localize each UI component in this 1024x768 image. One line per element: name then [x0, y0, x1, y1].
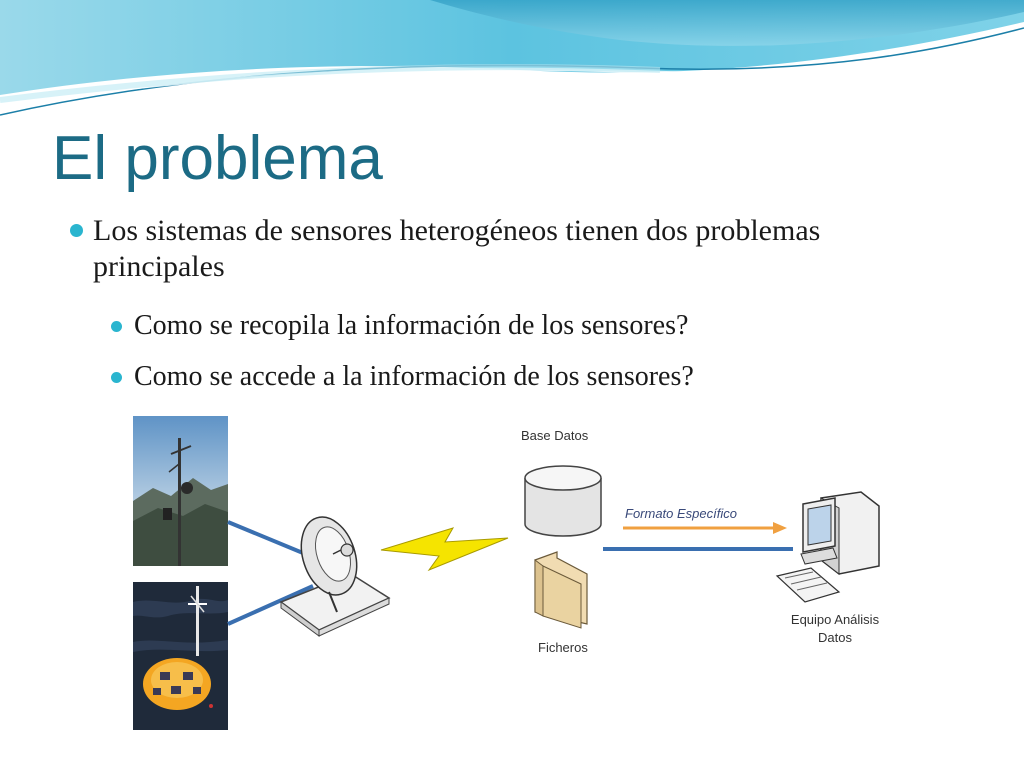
sub-bullet-collect: Como se recopila la información de los sensores?: [134, 310, 689, 341]
sub-bullet-dot: [111, 321, 122, 332]
lightning-icon: [381, 528, 508, 570]
equipment-label-line1: Equipo Análisis: [790, 612, 880, 627]
sub-bullet-dot: [111, 372, 122, 383]
header-wave-decoration: [0, 0, 1024, 125]
slide-title: El problema: [52, 124, 383, 193]
diagram-graphics: [133, 416, 891, 730]
antenna-icon: [281, 510, 389, 636]
database-label: Base Datos: [521, 428, 589, 443]
files-label: Ficheros: [538, 640, 588, 655]
database-icon: [525, 466, 601, 536]
bullet-dot: [70, 224, 83, 237]
bullet-main: Los sistemas de sensores heterogéneos tienen dos problemas principales: [93, 214, 821, 283]
sensor-diagram: [133, 416, 891, 730]
equipment-label-line2: Datos: [818, 630, 852, 645]
format-label: Formato Específico: [625, 506, 737, 521]
folder-icon: [535, 552, 587, 628]
format-arrowhead: [773, 522, 787, 534]
sub-bullet-access: Como se accede a la información de los sensores?: [134, 361, 694, 392]
